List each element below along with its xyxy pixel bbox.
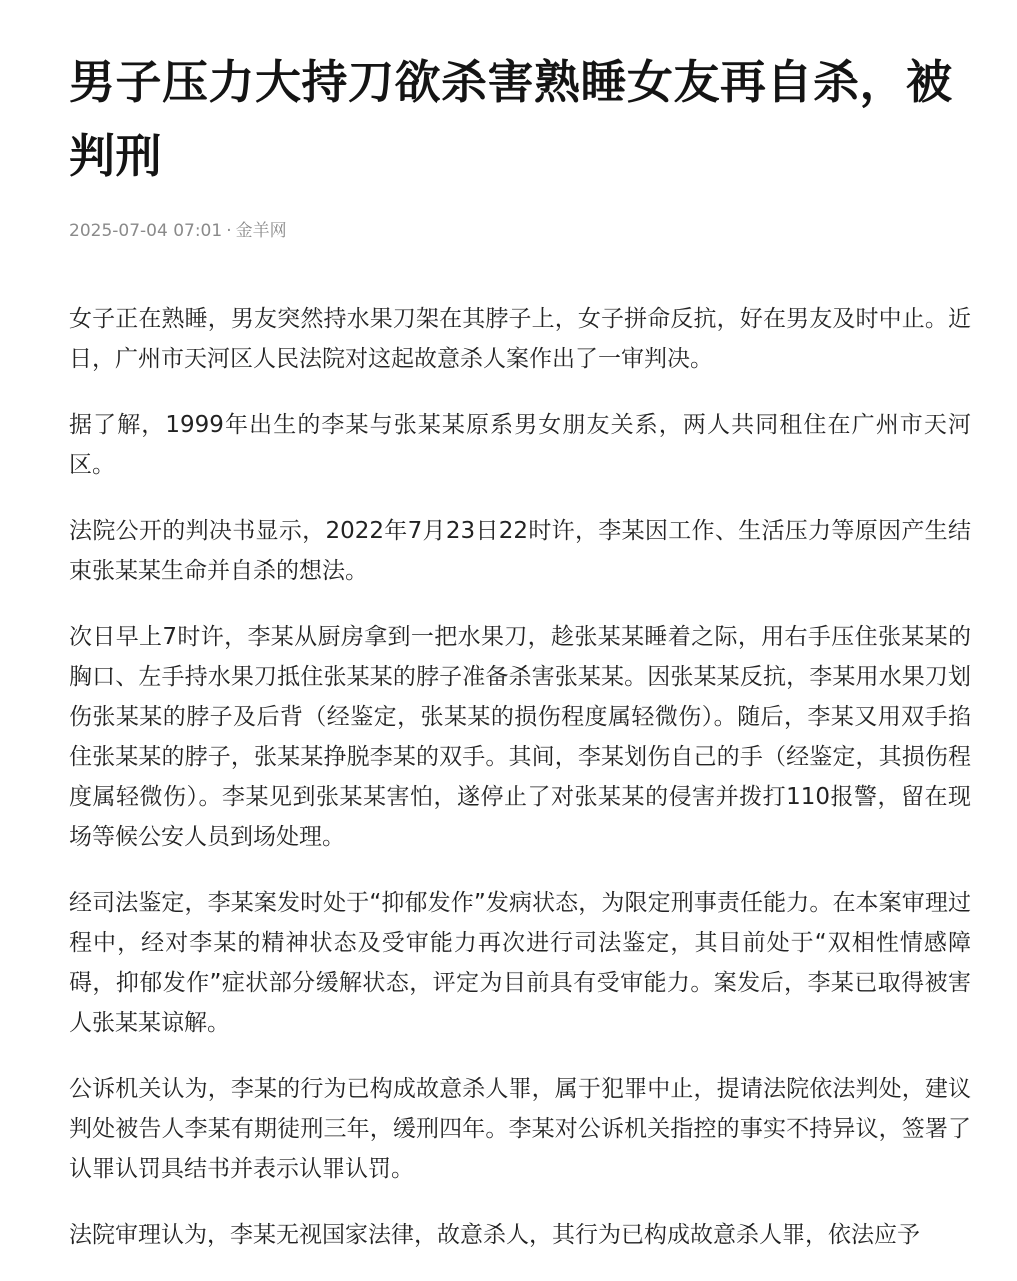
paragraph: 法院审理认为，李某无视国家法律，故意杀人，其行为已构成故意杀人罪，依法应予 (69, 1222, 920, 1248)
paragraph: 女子正在熟睡，男友突然持水果刀架在其脖子上，女子拼命反抗，好在男友及时中止。近日，广州市天河区人民法院对这起故意杀人案作出了一审判决。 (69, 306, 971, 372)
paragraph: 据了解，1999年出生的李某与张某某原系男女朋友关系，两人共同租住在广州市天河区。 (69, 412, 971, 478)
paragraph: 经司法鉴定，李某案发时处于“抑郁发作”发病状态，为限定刑事责任能力。在本案审理过程中，经对李某的精神状态及受审能力再次进行司法鉴定，其目前处于“双相性情感障碍，抑郁发作”症状部分缓解状态，评定为目前具有受审能力。案发后，李某已取得被害人张某某谅解。 (69, 890, 971, 1036)
paragraph: 法院公开的判决书显示，2022年7月23日22时许，李某因工作、生活压力等原因产生结束张某某生命并自杀的想法。 (69, 518, 971, 584)
article-meta (69, 219, 971, 243)
paragraph: 公诉机关认为，李某的行为已构成故意杀人罪，属于犯罪中止，提请法院依法判处，建议判处被告人李某有期徒刑三年，缓刑四年。李某对公诉机关指控的事实不持异议，签署了认罪认罚具结书并表示认罪认罚。 (69, 1076, 971, 1182)
source-name: 金羊网 (235, 221, 287, 241)
publish-date: 2025-07-04 07:01 (69, 221, 223, 241)
paragraph: 次日早上7时许，李某从厨房拿到一把水果刀，趁张某某睡着之际，用右手压住张某某的胸口、左手持水果刀抵住张某某的脖子准备杀害张某某。因张某某反抗，李某用水果刀划伤张某某的脖子及后背（经鉴定，张某某的损伤程度属轻微伤）。随后，李某又用双手掐住张某某的脖子，张某某挣脱李某的双手。其间，李某划伤自己的手（经鉴定，其损伤程度属轻微伤）。李某见到张某某害怕，遂停止了对张某某的侵害并拨打110报警，留在现场等候公安人员到场处理。 (69, 624, 971, 850)
article-body (69, 299, 971, 1255)
meta-separator: · (226, 221, 232, 241)
article-title: 男子压力大持刀欲杀害熟睡女友再自杀，被判刑 (69, 55, 953, 183)
article (69, 0, 971, 1281)
